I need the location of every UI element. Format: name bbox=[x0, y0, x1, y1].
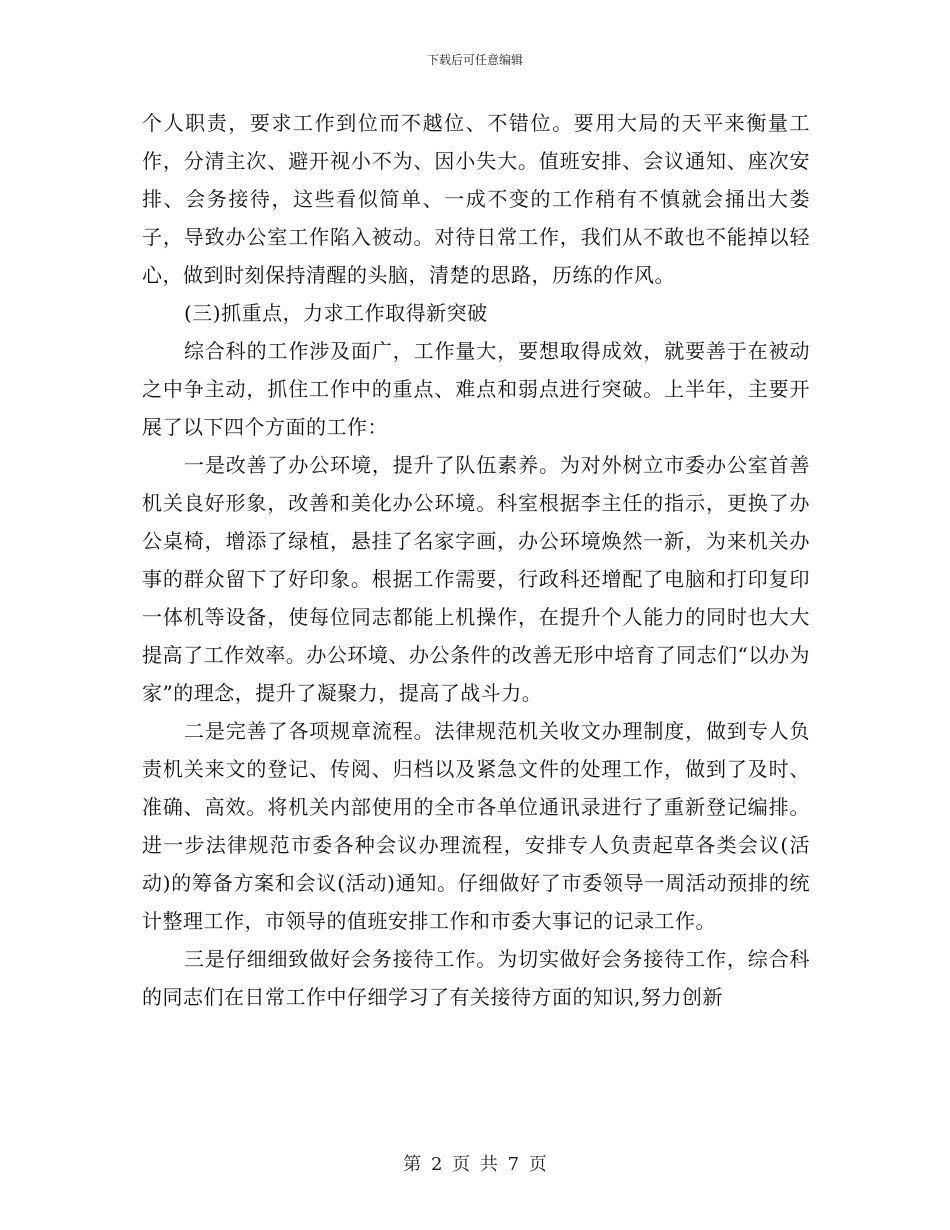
paragraph-overview: 综合科的工作涉及面广，工作量大，要想取得成效，就要善于在被动之中争主动，抓住工作中的重点、难点和弱点进行突破。上半年，主要开展了以下四个方面的工作： bbox=[142, 339, 810, 439]
page-header: 下载后可任意编辑 bbox=[426, 53, 523, 67]
paragraph-item-one: 一是改善了办公环境，提升了队伍素养。为对外树立市委办公室首善机关良好形象，改善和美化办公环境。科室根据李主任的指示，更换了办公桌椅，增添了绿植，悬挂了名家字画，办公环境焕然一新，为来机关办事的群众留下了好印象。根据工作需要，行政科还增配了电脑和打印复印一体机等设备，使每位同志都能上机操作，在提升个人能力的同时也大大提高了工作效率。办公环境、办公条件的改善无形中培育了同志们“以办为家”的理念，提升了凝聚力，提高了战斗力。 bbox=[142, 453, 810, 705]
paragraph-item-two: 二是完善了各项规章流程。法律规范机关收文办理制度，做到专人负责机关来文的登记、传阅、归档以及紧急文件的处理工作，做到了及时、准确、高效。将机关内部使用的全市各单位通讯录进行了重新登记编排。进一步法律规范市委各种会议办理流程，安排专人负责起草各类会议(活动)的筹备方案和会议(活动)通知。仔细做好了市委领导一周活动预排的统计整理工作，市领导的值班安排工作和市委大事记的记录工作。 bbox=[142, 719, 810, 933]
page-footer: 第 2 页 共 7 页 bbox=[403, 1154, 547, 1175]
section-heading: (三)抓重点，力求工作取得新突破 bbox=[184, 301, 488, 325]
paragraph-item-three: 三是仔细细致做好会务接待工作。为切实做好会务接待工作，综合科的同志们在日常工作中仔细学习了有关接待方面的知识,努力创新 bbox=[142, 947, 810, 1009]
document-body bbox=[142, 104, 810, 1016]
paragraph-continuation: 个人职责，要求工作到位而不越位、不错位。要用大局的天平来衡量工作，分清主次、避开视小不为、因小失大。值班安排、会议通知、座次安排、会务接待，这些看似简单、一成不变的工作稍有不慎就会捅出大娄子，导致办公室工作陷入被动。对待日常工作，我们从不敢也不能掉以轻心，做到时刻保持清醒的头脑，清楚的思路，历练的作风。 bbox=[142, 111, 810, 287]
